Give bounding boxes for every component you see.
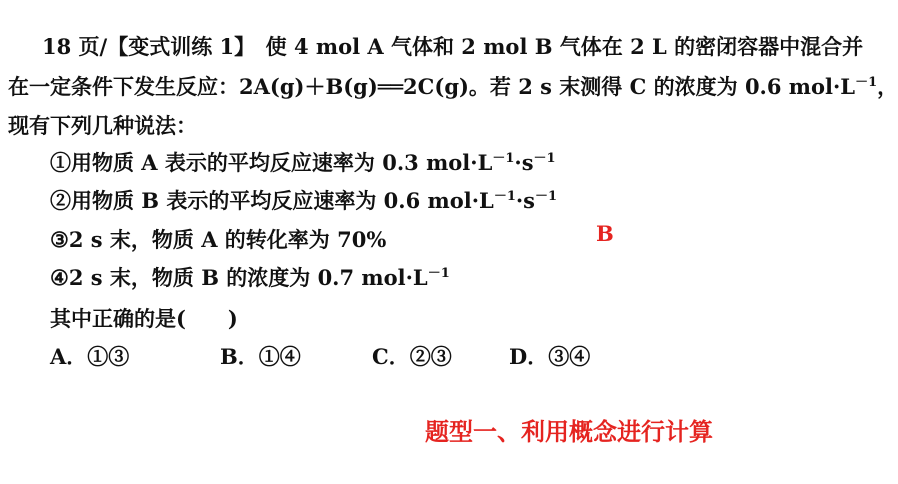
unit-superscript: －1 (492, 151, 515, 166)
unit-superscript: －1 (855, 75, 878, 90)
problem-line-2 (8, 74, 898, 100)
statement-3-text: ③2 s 末，物质 A 的转化率为 70% (50, 227, 387, 252)
statement-2-unit: ·s (515, 188, 535, 213)
unit-superscript: －1 (427, 266, 450, 281)
option-b[interactable]: B．①④ (220, 344, 301, 369)
statement-2 (50, 188, 557, 214)
unit-superscript: －1 (533, 151, 556, 166)
problem-line-1: 18 页/【变式训练 1】 使 4 mol A 气体和 2 mol B 气体在 2 L 的密闭容器中混合并 (42, 34, 864, 59)
option-a[interactable]: A．①③ (50, 344, 130, 369)
unit-superscript: －1 (535, 189, 558, 204)
problem-line-2-punct: ， (877, 74, 898, 99)
problem-line-2-text: 在一定条件下发生反应：2A(g)＋B(g)══2C(g)。若 2 s 末测得 C 的浓度为 0.6 mol·L (8, 74, 856, 99)
option-c[interactable]: C．②③ (372, 344, 452, 369)
statement-1 (50, 150, 556, 176)
statement-3 (50, 227, 386, 253)
statement-4-text: ④2 s 末，物质 B 的浓度为 0.7 mol·L (50, 265, 428, 290)
unit-superscript: －1 (493, 189, 516, 204)
topic-title: 题型一、利用概念进行计算 (425, 417, 713, 446)
statement-1-unit: ·s (514, 150, 534, 175)
question-prompt: 其中正确的是( ) (50, 306, 238, 331)
statement-4 (50, 265, 450, 291)
answer-key: B (596, 221, 614, 246)
statement-1-text: ①用物质 A 表示的平均反应速率为 0.3 mol·L (50, 150, 493, 175)
option-d[interactable]: D．③④ (509, 344, 591, 369)
problem-line-3: 现有下列几种说法： (8, 113, 197, 138)
statement-2-text: ②用物质 B 表示的平均反应速率为 0.6 mol·L (50, 188, 494, 213)
